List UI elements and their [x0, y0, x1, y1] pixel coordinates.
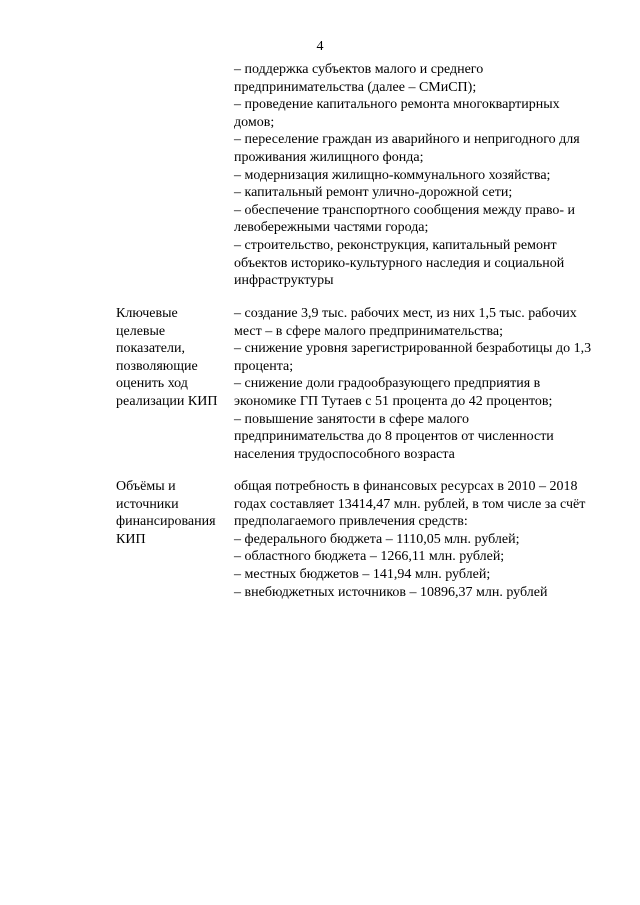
financing-label: Объёмы и источники финансирования КИП	[116, 479, 216, 547]
list-item: – повышение занятости в сфере малого предпринимательства до 8 процентов от численности населения трудоспособного возраста	[234, 411, 554, 462]
list-item: – поддержка субъектов малого и среднего предпринимательства (далее – СМиСП);	[234, 62, 484, 95]
list-item: – снижение доли градообразующего предприятия в экономике ГП Тутаев с 51 процента до 42 процентов;	[234, 376, 553, 409]
indicators-list	[234, 305, 596, 463]
indicators-label: Ключевые целевые показатели, позволяющие оценить ход реализации КИП	[116, 306, 218, 409]
list-item: – переселение граждан из аварийного и непригодного для проживания жилищного фонда;	[234, 132, 580, 165]
goals-list	[234, 61, 596, 290]
list-item: – местных бюджетов – 141,94 млн. рублей;	[234, 566, 491, 582]
financing-intro: общая потребность в финансовых ресурсах в 2010 – 2018 годах составляет 13414,47 млн. рублей, в том числе за счёт предполагаемого привлечения средств:	[234, 479, 586, 530]
list-item: – обеспечение транспортного сообщения между право- и левобережными частями города;	[234, 202, 576, 236]
list-item: – снижение уровня зарегистрированной безработицы до 1,3 процента;	[234, 341, 592, 374]
financing-content	[234, 478, 596, 601]
list-item: – капитальный ремонт улично-дорожной сети;	[234, 185, 513, 201]
list-item: – строительство, реконструкция, капитальный ремонт объектов историко-культурного наследия и социальной инфраструктуры	[234, 237, 565, 289]
page-number: 4	[316, 39, 324, 54]
list-item: – внебюджетных источников – 10896,37 млн. рублей	[234, 584, 548, 600]
list-item: – областного бюджета – 1266,11 млн. рублей;	[234, 549, 505, 565]
list-item: – создание 3,9 тыс. рабочих мест, из них 1,5 тыс. рабочих мест – в сфере малого предпринимательства;	[234, 306, 577, 339]
list-item: – проведение капитального ремонта многоквартирных домов;	[234, 97, 560, 130]
list-item: – федерального бюджета – 1110,05 млн. рублей;	[234, 531, 520, 547]
list-item: – модернизация жилищно-коммунального хозяйства;	[234, 167, 551, 183]
